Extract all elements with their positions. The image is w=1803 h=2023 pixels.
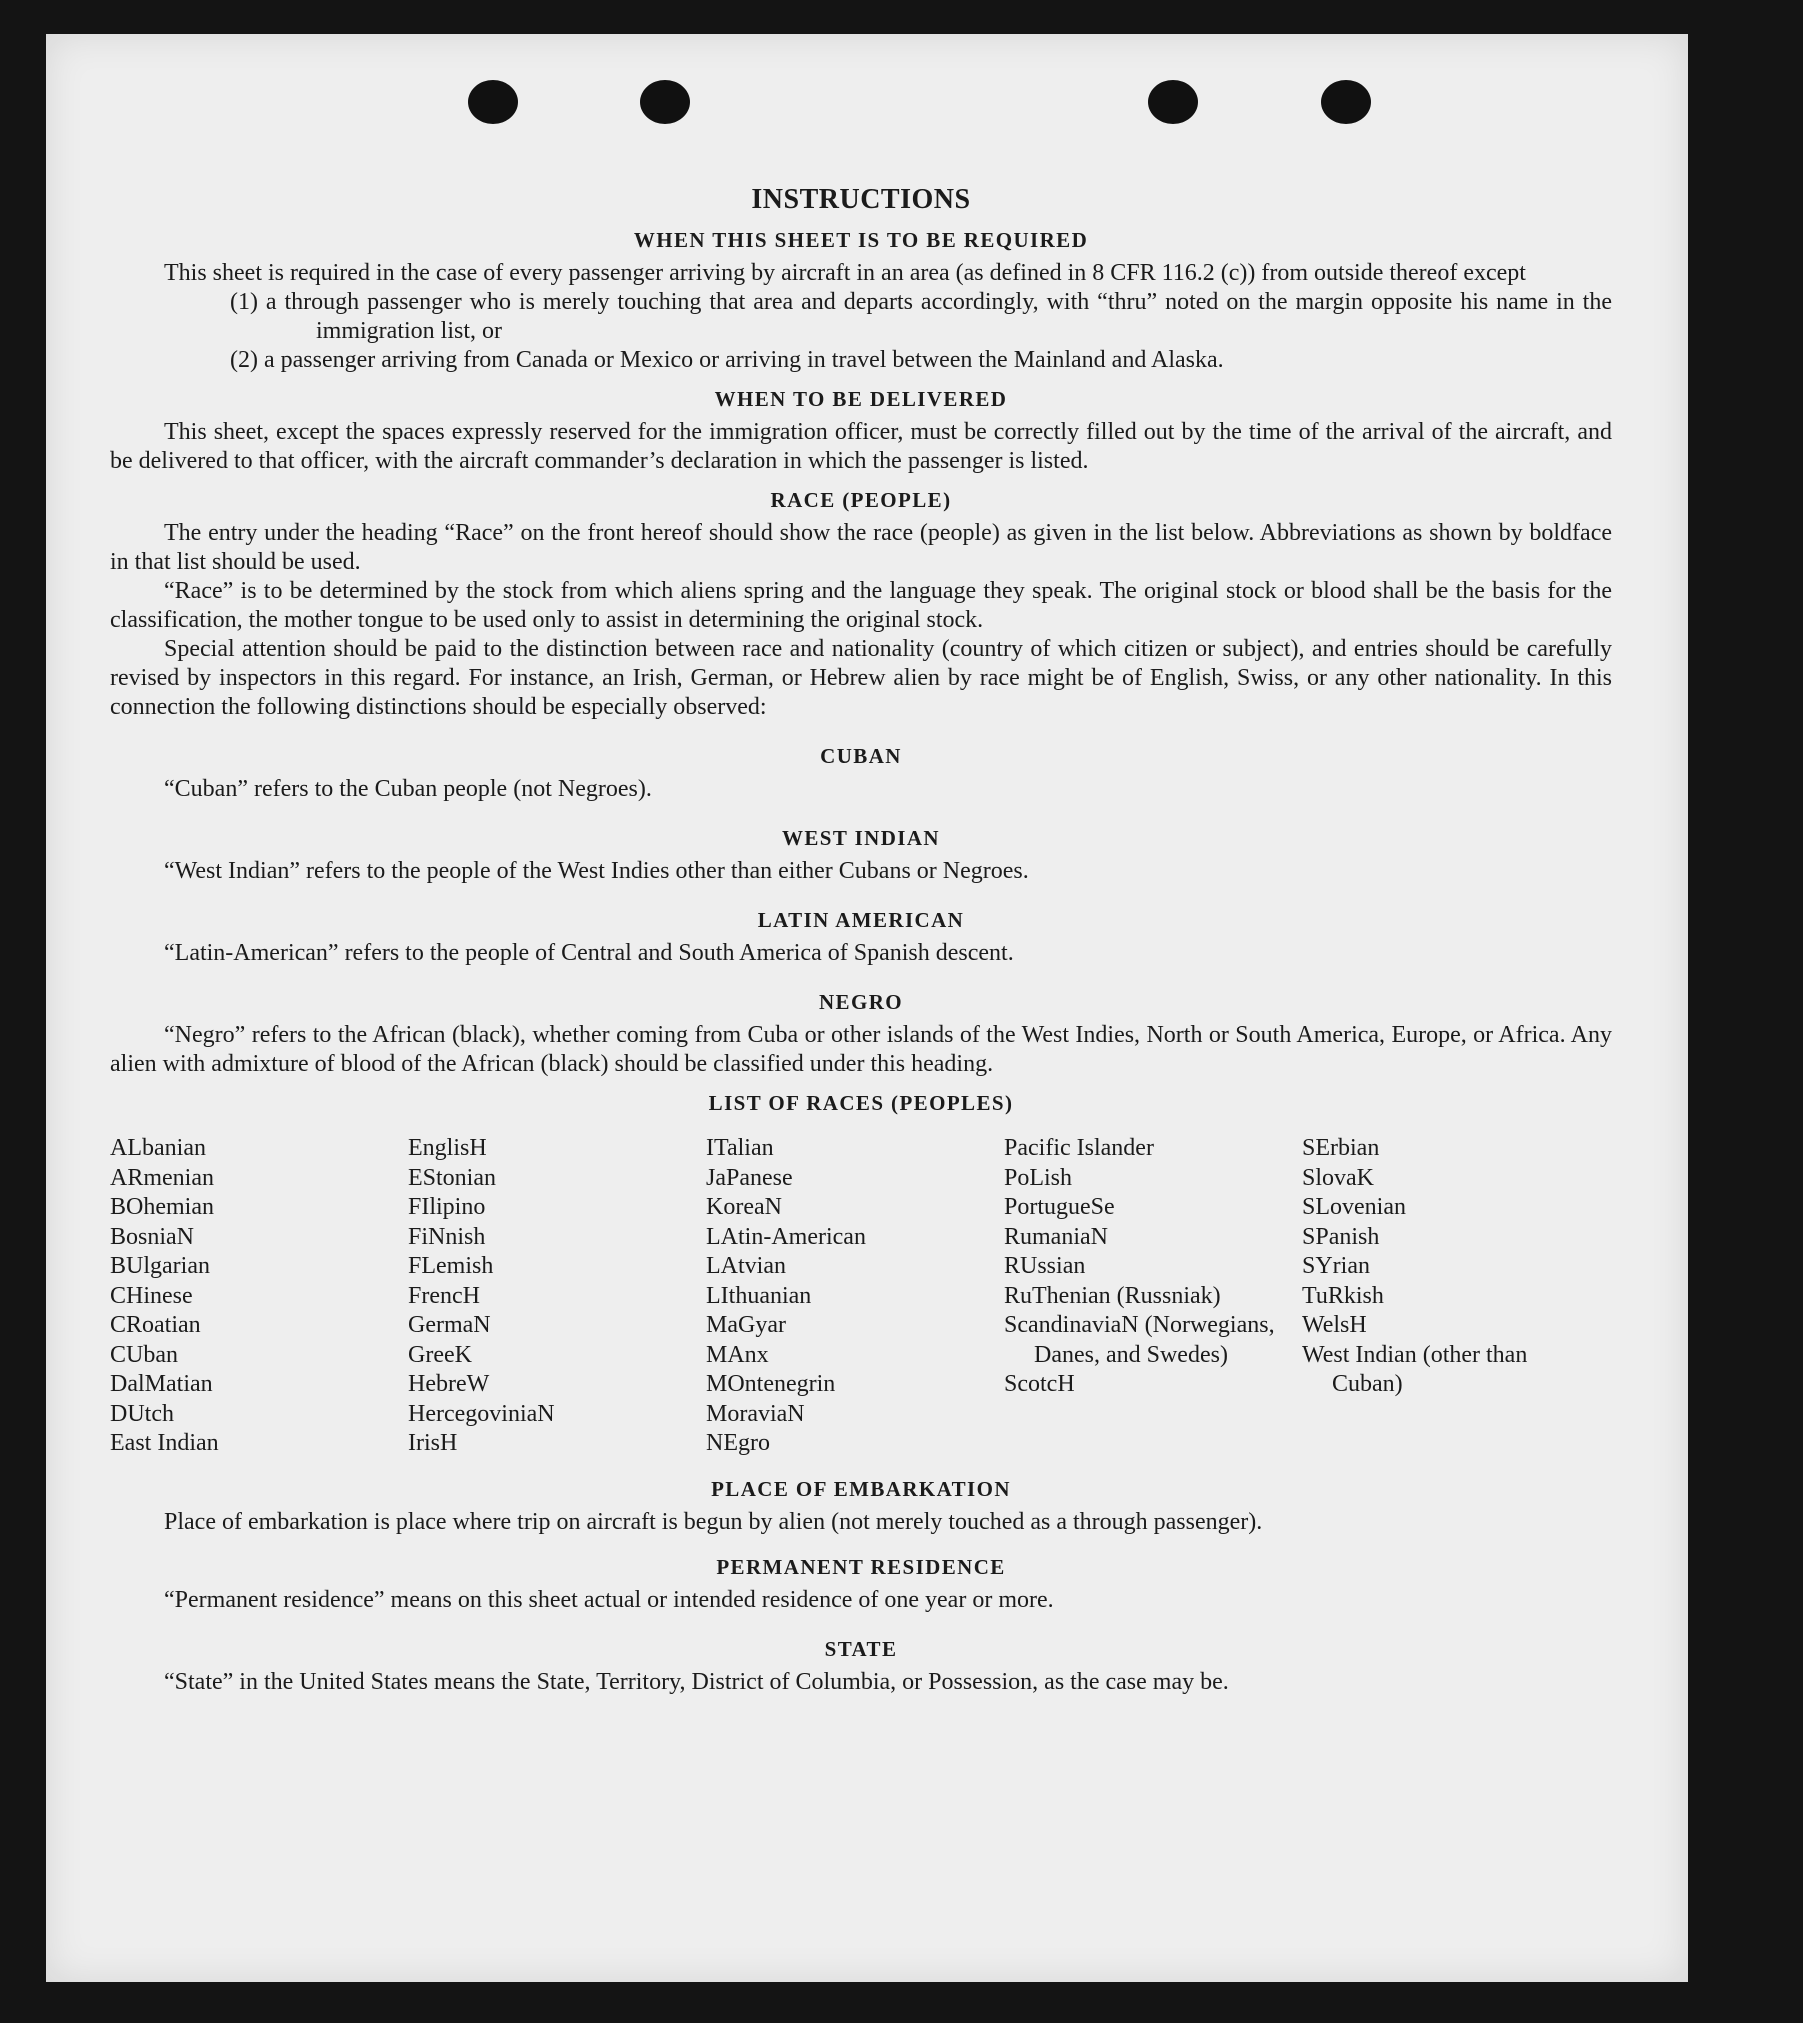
race-entry: DalMatian — [110, 1371, 213, 1397]
race-entry: GreeK — [408, 1341, 472, 1368]
race-entry: Pacific Islander — [1004, 1135, 1154, 1161]
when-delivered-text: This sheet, except the spaces expressly reserved for the immigration officer, must be correctly filled out by the time of the arrival of the aircraft, and be delivered to that officer, with the aircraft commander’s declaration in which the passenger is listed. — [110, 419, 1612, 474]
heading-latin-american: LATIN AMERICAN — [757, 908, 965, 932]
race-entry: MoraviaN — [706, 1400, 805, 1427]
race-entry: CRoatian — [110, 1312, 201, 1338]
race-entry: PortugueSe — [1004, 1194, 1115, 1220]
race-entry: PoLish — [1004, 1164, 1073, 1191]
race-entry: ScandinaviaN (Norwegians, Danes, and Swedes) — [1004, 1312, 1275, 1368]
race-entry: MaGyar — [706, 1312, 786, 1338]
punch-hole — [1321, 80, 1371, 124]
heading-negro: NEGRO — [818, 990, 903, 1014]
race-entry: ARmenian — [110, 1164, 214, 1191]
race-entry: SLovenian — [1302, 1194, 1406, 1220]
race-entry: RuThenian (Russniak) — [1004, 1282, 1221, 1309]
punch-hole — [1148, 80, 1198, 124]
west-indian-text: “West Indian” refers to the people of the West Indies other than either Cubans or Negroes. — [164, 858, 1029, 884]
race-paragraph-2: “Race” is to be determined by the stock from which aliens spring and the language they speak. The original stock or blood shall be the basis for the classification, the mother tongue to be used only to assist in determining the original stock. — [110, 578, 1612, 633]
race-entry: SlovaK — [1302, 1164, 1374, 1191]
heading-cuban: CUBAN — [820, 744, 902, 768]
heading-permanent-residence: PERMANENT RESIDENCE — [716, 1554, 1006, 1579]
when-required-intro: This sheet is required in the case of every passenger arriving by aircraft in an area (as defined in 8 CFR 116.2 (c)) from outside thereof except — [164, 260, 1526, 286]
heading-embarkation: PLACE OF EMBARKATION — [711, 1476, 1011, 1501]
race-entry: LAtvian — [706, 1253, 786, 1279]
heading-race: RACE (PEOPLE) — [770, 488, 952, 512]
document-sheet — [46, 34, 1688, 1982]
cuban-text: “Cuban” refers to the Cuban people (not Negroes). — [164, 776, 652, 802]
instructions-content — [110, 148, 1612, 1697]
race-entry: JaPanese — [706, 1164, 793, 1191]
races-column-4 — [1004, 1134, 1302, 1459]
punch-hole — [468, 80, 518, 124]
race-entry: ScotcH — [1004, 1371, 1075, 1397]
races-list — [110, 1134, 1612, 1459]
heading-when-delivered: WHEN TO BE DELIVERED — [714, 387, 1008, 411]
heading-when-required: WHEN THIS SHEET IS TO BE REQUIRED — [633, 228, 1089, 252]
race-entry: MAnx — [706, 1341, 769, 1368]
race-entry: BOhemian — [110, 1194, 214, 1220]
race-entry: FiNnish — [408, 1223, 486, 1250]
race-entry: WelsH — [1302, 1312, 1367, 1338]
race-entry: KoreaN — [706, 1194, 782, 1220]
race-entry: FrencH — [408, 1282, 480, 1309]
race-entry: BUlgarian — [110, 1253, 210, 1279]
race-entry: CHinese — [110, 1282, 193, 1309]
race-entry: MOntenegrin — [706, 1371, 836, 1397]
race-entry: FIlipino — [408, 1194, 486, 1220]
race-entry: SErbian — [1302, 1135, 1380, 1161]
race-entry: EnglisH — [408, 1135, 487, 1161]
race-entry: EStonian — [408, 1164, 496, 1191]
races-column-5 — [1302, 1134, 1600, 1459]
race-entry: GermaN — [408, 1312, 491, 1338]
heading-west-indian: WEST INDIAN — [782, 826, 940, 850]
race-entry: SPanish — [1302, 1223, 1380, 1250]
race-entry: ALbanian — [110, 1135, 206, 1161]
negro-text: “Negro” refers to the African (black), whether coming from Cuba or other islands of the West Indies, North or South America, Europe, or Africa. Any alien with admixture of blood of the African (black) should be classified under this heading. — [110, 1022, 1612, 1077]
race-paragraph-1: The entry under the heading “Race” on the front hereof should show the race (people) as given in the list below. Abbreviations as shown by boldface in that list should be used. — [110, 520, 1612, 575]
race-entry: LIthuanian — [706, 1282, 812, 1309]
state-text: “State” in the United States means the State, Territory, District of Columbia, or Possession, as the case may be. — [164, 1668, 1229, 1695]
heading-list-of-races: LIST OF RACES (PEOPLES) — [708, 1091, 1014, 1115]
race-entry: LAtin-American — [706, 1223, 866, 1250]
race-entry: SYrian — [1302, 1253, 1370, 1279]
race-entry: RumaniaN — [1004, 1223, 1108, 1250]
race-entry: HercegoviniaN — [408, 1400, 555, 1427]
latin-american-text: “Latin-American” refers to the people of Central and South America of Spanish descent. — [164, 940, 1014, 966]
race-paragraph-3: Special attention should be paid to the distinction between race and nationality (country of which citizen or subject), and entries should be carefully revised by inspectors in this regard. For instance, an Irish, German, or Hebrew alien by race might be of English, Swiss, or any other nationality. In this connection the following distinctions should be especially observed: — [110, 636, 1612, 720]
embarkation-text: Place of embarkation is place where trip on aircraft is begun by alien (not merely touched as a through passenger). — [164, 1508, 1263, 1535]
race-entry: HebreW — [408, 1371, 490, 1397]
exception-item-2: (2) a passenger arriving from Canada or Mexico or arriving in travel between the Mainland and Alaska. — [230, 347, 1224, 373]
race-entry: FLemish — [408, 1253, 494, 1279]
race-entry: NEgro — [706, 1430, 770, 1456]
race-entry: East Indian — [110, 1430, 219, 1456]
exception-item-1: (1) a through passenger who is merely touching that area and departs accordingly, with “thru” noted on the margin opposite his name in the immigration list, or — [230, 289, 1612, 344]
race-entry: TuRkish — [1302, 1282, 1384, 1309]
race-entry: DUtch — [110, 1400, 174, 1427]
races-column-2 — [408, 1134, 706, 1459]
races-column-3 — [706, 1134, 1004, 1459]
page-title: INSTRUCTIONS — [751, 184, 971, 215]
race-entry: ITalian — [706, 1135, 774, 1161]
races-column-1 — [110, 1134, 408, 1459]
race-entry: IrisH — [408, 1430, 458, 1456]
race-entry: CUban — [110, 1341, 178, 1368]
race-entry: BosniaN — [110, 1223, 194, 1250]
race-entry: RUssian — [1004, 1253, 1086, 1279]
heading-state: STATE — [824, 1636, 898, 1661]
race-entry: West Indian (other than Cuban) — [1302, 1341, 1528, 1397]
permanent-residence-text: “Permanent residence” means on this sheet actual or intended residence of one year or more. — [164, 1586, 1054, 1613]
punch-hole — [640, 80, 690, 124]
